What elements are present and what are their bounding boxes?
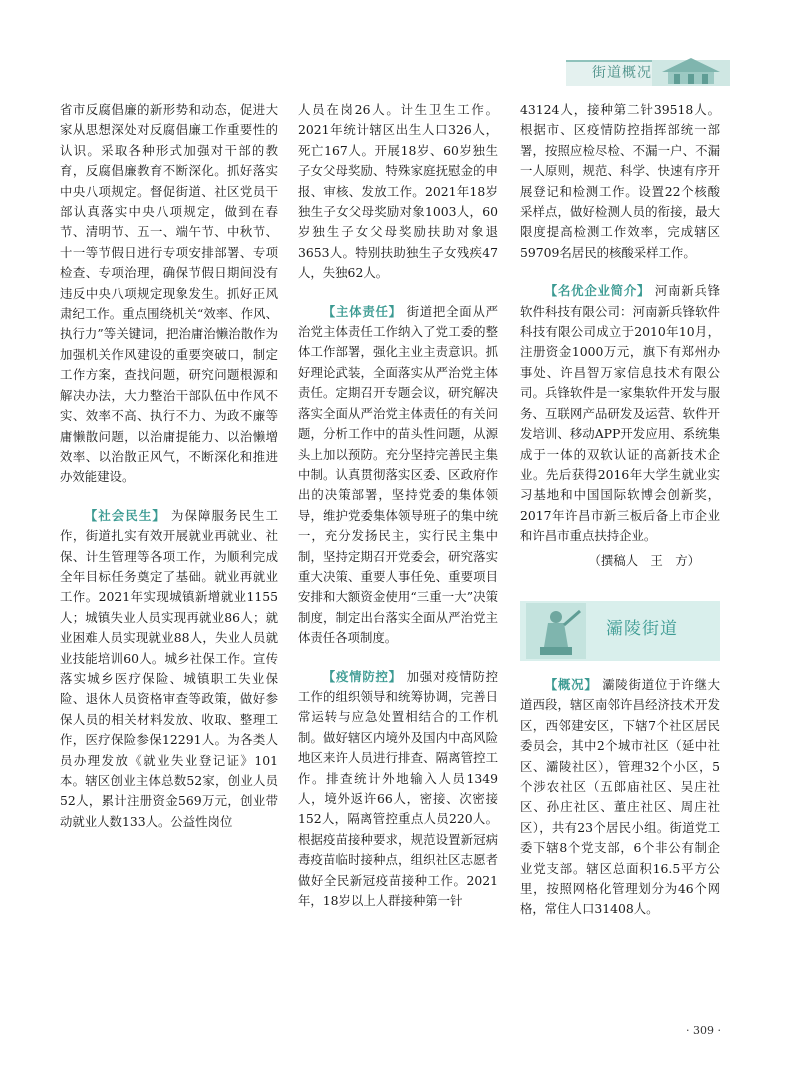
paragraph-text: 街道把全面从严治党主体责任工作纳入了党工委的整体工作部署，强化主业主责意识。抓好理论武装，全面落实从严治党主体责任。定期召开专题会议，研究解决落实全面从严治党主体责任的有关问题，分析工作中的苗头性问题，从源头上加以预防。充分坚持完善民主集中制。认真贯彻落实区委、区政府作出的决策部署，坚持党委的集体领导，维护党委集体领导班子的集中统一，充分发扬民主，实行民主集中制，坚持定期召开党委会，研究落实重大决策、重要人事任免、重要项目安排和大额资金使用“三重一大”决策制度，制定出台落实全面从严治党主体责任各项制度。	[298, 303, 499, 646]
banner-title: 灞陵街道	[606, 618, 678, 639]
author-credit: （撰稿人 王 方）	[588, 552, 700, 568]
section-tag: 【疫情防控】	[322, 668, 402, 684]
paragraph-vaccination: 43124人，接种第二针39518人。根据市、区疫情防控指挥部统一部署，按照应检尽检、不漏一户、不漏一人原则，规范、科学、快速有序开展登记和检测工作。设置22个核酸采样点，做好检测人员的衔接，最大限度提高检测工作效率，完成辖区59709名居民的核酸采样工作。	[520, 102, 720, 260]
pavilion-icon	[652, 52, 730, 86]
paragraph-epidemic-control	[298, 667, 498, 912]
paragraph-text: 灞陵街道位于许继大道西段，辖区南邻许昌经济技术开发区，西邻建安区，下辖7个社区居民委员会，其中2个城市社区（延中社区、灞陵社区），管理32个小区，5个涉农社区（五郎庙社区、吴庄社区、孙庄社区、董庄社区、周庄社区），共有23个居民小组。街道党工委下辖8个党支部，6个非公有制企业党支部。辖区总面积16.5平方公里，按照网格化管理划分为46个网格，常住人口31408人。	[520, 676, 721, 917]
paragraph-family-planning: 人员在岗26人。计生卫生工作。2021年统计辖区出生人口326人，死亡167人。开展18岁、60岁独生子女父母奖励、特殊家庭抚慰金的申报、审核、发放工作。2021年18岁独生子女父母奖励对象1003人，60岁独生子女父母奖励扶助对象退3653人。特别扶助独生子女残疾47人，失独62人。	[298, 102, 498, 281]
column-left	[60, 100, 278, 850]
page-number: · 309 ·	[686, 1024, 721, 1037]
street-banner	[520, 601, 720, 661]
section-title: 街道概况	[592, 65, 652, 81]
column-middle	[298, 100, 498, 929]
paragraph-main-responsibility	[298, 302, 498, 649]
column-right	[520, 100, 720, 938]
paragraph-enterprise	[520, 281, 720, 546]
paragraph-social-livelihood	[60, 506, 278, 833]
section-tag: 【名优企业简介】	[544, 283, 651, 299]
paragraph-text: 为保障服务民生工作，街道扎实有效开展就业再就业、社保、计生管理等各项工作，为顺利完成全年目标任务奠定了基础。就业再就业工作。2021年实现城镇新增就业1155人；城镇失业人员实现再就业86人；就业困难人员实现就业88人，失业人员就业技能培训60人。城乡社保工作。宣传落实城乡医疗保险、城镇职工失业保险、退休人员资格审查等政策，做好参保人员的相关材料发放、收取、整理工作，医疗保险参保12291人。为各类人员办理发放《就业失业登记证》101本。辖区创业主体总数52家，创业人员52人，累计注册资金569万元，创业带动就业人数133人。公益性岗位	[60, 507, 278, 829]
paragraph-text: 河南新兵锋软件科技有限公司：河南新兵锋软件科技有限公司成立于2010年10月，注册资金1000万元，旗下有郑州办事处、许昌智万家信息技术有限公司。兵锋软件是一家集软件开发与服务、互联网产品研发及运营、软件开发培训、移动APP开发应用、系统集成于一体的双软认证的高新技术企业。先后获得2016年大学生就业实习基地和中国国际软博会创新奖，2017年许昌市新三板后备上市企业和许昌市重点扶持企业。	[520, 283, 721, 544]
section-tag: 【主体责任】	[322, 303, 402, 319]
section-tag: 【概况】	[544, 676, 598, 692]
paragraph-text: 加强对疫情防控工作的组织领导和统筹协调，完善日常运转与应急处置相结合的工作机制。做好辖区内境外及国内中高风险地区来许人员进行排查、隔离管控工作。排查统计外地输入人员1349人，境外返许66人，密接、次密接152人，隔离管控重点人员220人。根据疫苗接种要求，规范设置新冠病毒疫苗临时接种点，组织社区志愿者做好全民新冠疫苗接种工作。2021年，18岁以上人群接种第一针	[298, 668, 499, 909]
paragraph-anti-corruption: 省市反腐倡廉的新形势和动态，促进大家从思想深处对反腐倡廉工作重要性的认识。采取各种形式加强对干部的教育，反腐倡廉教育不断深化。抓好落实中央八项规定。督促街道、社区党员干部认真落实中央八项规定，做到在春节、清明节、五一、端午节、中秋节、十一等节假日进行专项安排部署、专项检查、专项治理，确保节假日期间没有违反中央八项规定现象发生。抓好正风肃纪工作。重点围绕机关“效率、作风、执行力”等关键词，把治庸治懒治散作为加强机关作风建设的重要突破口，制定工作方案，查找问题，研究问题根源和解决办法，大力整治干部队伍中作风不实、效率不高、执行不力、为政不廉等庸懒散问题，以治庸提能力、以治懒增效率、以治散正风气，不断深化和推进办效能建设。	[60, 102, 278, 485]
section-tag: 【社会民生】	[84, 507, 166, 523]
statue-icon	[526, 603, 586, 659]
paragraph-overview	[520, 675, 720, 920]
running-header	[566, 52, 730, 88]
